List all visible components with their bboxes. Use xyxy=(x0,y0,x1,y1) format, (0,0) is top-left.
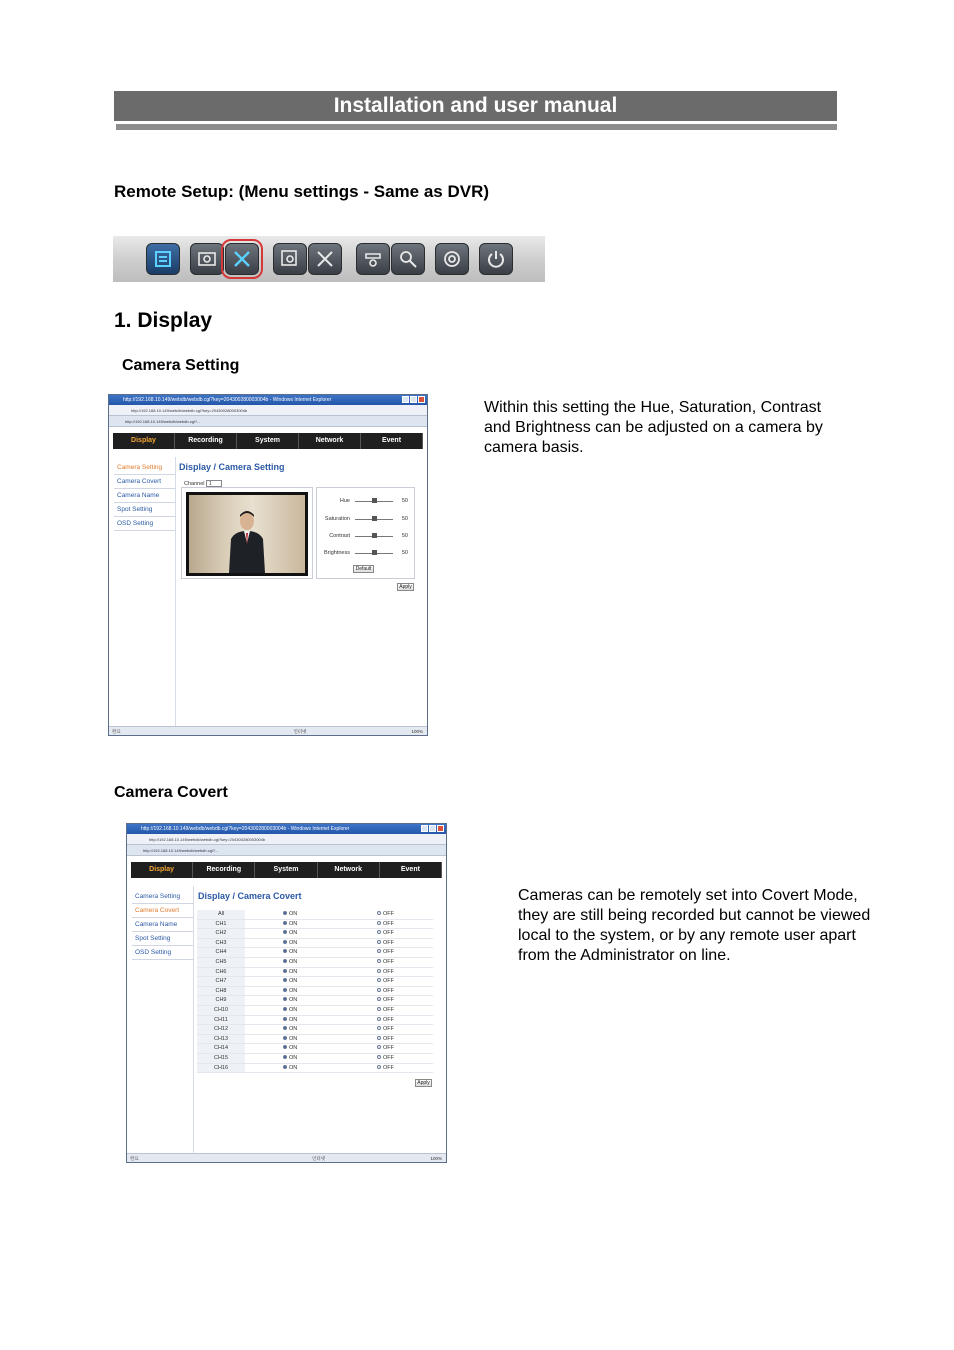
covert-row xyxy=(197,996,433,1006)
zoom-level[interactable]: 100% xyxy=(430,1156,442,1161)
off-radio[interactable] xyxy=(339,1025,433,1034)
covert-row xyxy=(197,1044,433,1054)
maximize-icon[interactable] xyxy=(429,825,436,832)
radio-off-icon xyxy=(377,1055,381,1059)
remote-setup-heading: Remote Setup: (Menu settings - Same as DVR) xyxy=(114,182,490,201)
slider-value: 50 xyxy=(401,550,408,556)
channel-label: All xyxy=(197,910,245,919)
channel-label: CH4 xyxy=(197,948,245,957)
on-label: ON xyxy=(289,930,298,937)
on-radio[interactable] xyxy=(245,968,339,977)
on-label: ON xyxy=(289,949,298,956)
nav-network[interactable]: Network xyxy=(318,862,380,878)
off-label: OFF xyxy=(383,949,394,956)
slider-row-saturation xyxy=(317,514,414,524)
radio-on-icon xyxy=(283,1065,287,1069)
video-scene xyxy=(189,495,305,573)
radio-off-icon xyxy=(377,969,381,973)
nav-event[interactable]: Event xyxy=(361,433,423,449)
radio-on-icon xyxy=(283,959,287,963)
status-zone: 인터넷 xyxy=(312,1156,326,1161)
radio-off-icon xyxy=(377,997,381,1001)
close-icon[interactable] xyxy=(437,825,444,832)
on-radio[interactable] xyxy=(245,1025,339,1034)
nav-display[interactable]: Display xyxy=(131,862,193,878)
radio-on-icon xyxy=(283,949,287,953)
slider-handle[interactable] xyxy=(372,516,377,521)
browser-tab[interactable]: http://192.168.10.149/webdb/webdb.cgi?... xyxy=(109,416,427,427)
covert-row xyxy=(197,920,433,930)
off-label: OFF xyxy=(383,1035,394,1042)
radio-on-icon xyxy=(283,1007,287,1011)
camera-setting-heading: Camera Setting xyxy=(122,357,240,374)
off-label: OFF xyxy=(383,997,394,1004)
window-buttons xyxy=(402,396,425,403)
on-label: ON xyxy=(289,958,298,965)
sidebar-item-camera-covert[interactable]: Camera Covert xyxy=(132,904,194,918)
on-label: ON xyxy=(289,911,298,917)
off-radio[interactable] xyxy=(339,929,433,938)
slider-label: Contrast xyxy=(329,533,350,539)
status-bar xyxy=(127,1153,446,1162)
radio-off-icon xyxy=(377,1045,381,1049)
channel-label: CH12 xyxy=(197,1025,245,1034)
nav-system[interactable]: System xyxy=(255,862,317,878)
status-done: 완료 xyxy=(130,1156,139,1161)
channel-label: CH5 xyxy=(197,958,245,967)
browser-title: http://192.168.10.149/webdb/webdb.cgi?key=204300280003004b - Windows Internet Explorer xyxy=(141,826,350,832)
off-radio[interactable] xyxy=(339,1044,433,1053)
channel-label: CH13 xyxy=(197,1035,245,1044)
main-nav xyxy=(131,862,442,878)
on-radio[interactable] xyxy=(245,987,339,996)
covert-row xyxy=(197,929,433,939)
sidebar-item-spot-setting[interactable]: Spot Setting xyxy=(132,932,194,946)
on-label: ON xyxy=(289,978,298,985)
covert-row xyxy=(197,977,433,987)
pane-title: Display / Camera Covert xyxy=(198,891,302,901)
off-radio[interactable] xyxy=(339,948,433,957)
off-label: OFF xyxy=(383,1045,394,1052)
radio-off-icon xyxy=(377,959,381,963)
apply-button[interactable]: Apply xyxy=(397,583,414,591)
radio-off-icon xyxy=(377,940,381,944)
camera-setting-description: Within this setting the Hue, Saturation, Contrast and Brightness can be adjusted on a camera by camera basis. xyxy=(484,399,823,456)
on-radio[interactable] xyxy=(245,939,339,948)
covert-row xyxy=(197,1054,433,1064)
off-radio[interactable] xyxy=(339,996,433,1005)
channel-label: CH8 xyxy=(197,987,245,996)
slider-value: 50 xyxy=(401,533,408,539)
sidebar-item-camera-name[interactable]: Camera Name xyxy=(114,489,176,503)
off-label: OFF xyxy=(383,1016,394,1023)
toolbar-button-setup-tools[interactable] xyxy=(225,243,259,275)
on-label: ON xyxy=(289,1045,298,1052)
radio-on-icon xyxy=(283,1055,287,1059)
channel-label: CH10 xyxy=(197,1006,245,1015)
on-radio[interactable] xyxy=(245,977,339,986)
toolbar-button-camera[interactable] xyxy=(190,243,224,275)
channel-label: CH15 xyxy=(197,1054,245,1063)
radio-on-icon xyxy=(283,1036,287,1040)
window-buttons xyxy=(421,825,444,832)
status-zone: 인터넷 xyxy=(293,729,307,734)
on-label: ON xyxy=(289,920,298,927)
radio-off-icon xyxy=(377,988,381,992)
on-label: ON xyxy=(289,987,298,994)
on-label: ON xyxy=(289,1035,298,1042)
covert-row xyxy=(197,910,433,920)
channel-label: CH16 xyxy=(197,1064,245,1073)
slider-row-hue xyxy=(317,496,414,506)
sidebar-item-osd-setting[interactable]: OSD Setting xyxy=(132,946,194,960)
radio-on-icon xyxy=(283,940,287,944)
sidebar-divider xyxy=(175,457,176,727)
off-label: OFF xyxy=(383,1054,394,1061)
address-bar[interactable]: http://192.168.10.149/webdb/webdb.cgi?key=204300280003004b xyxy=(127,834,446,845)
nav-display[interactable]: Display xyxy=(113,433,175,449)
main-nav xyxy=(113,433,423,449)
sidebar-divider xyxy=(193,886,194,1154)
covert-row xyxy=(197,939,433,949)
status-done: 완료 xyxy=(112,729,121,734)
nav-system[interactable]: System xyxy=(237,433,299,449)
off-radio[interactable] xyxy=(339,958,433,967)
radio-off-icon xyxy=(377,911,381,915)
on-label: ON xyxy=(289,1006,298,1013)
power-icon xyxy=(485,248,507,270)
covert-row xyxy=(197,968,433,978)
off-label: OFF xyxy=(383,1026,394,1033)
address-bar[interactable]: http://192.168.10.149/webdb/webdb.cgi?key=204300280003004b xyxy=(109,405,427,416)
slider-label: Brightness xyxy=(324,550,350,556)
toolbar-button-ptz[interactable] xyxy=(356,243,390,275)
off-label: OFF xyxy=(383,930,394,937)
covert-row xyxy=(197,987,433,997)
radio-on-icon xyxy=(283,1045,287,1049)
radio-on-icon xyxy=(283,1017,287,1021)
ptz-icon xyxy=(362,248,384,270)
radio-on-icon xyxy=(283,997,287,1001)
radio-on-icon xyxy=(283,988,287,992)
toolbar-button-power[interactable] xyxy=(479,243,513,275)
covert-table xyxy=(197,910,433,1073)
radio-off-icon xyxy=(377,1017,381,1021)
radio-on-icon xyxy=(283,930,287,934)
slider-value: 50 xyxy=(401,516,408,522)
off-radio[interactable] xyxy=(339,1006,433,1015)
pane-title: Display / Camera Setting xyxy=(179,462,285,472)
radio-off-icon xyxy=(377,1007,381,1011)
toolbar-button-search[interactable] xyxy=(273,243,307,275)
radio-on-icon xyxy=(283,969,287,973)
off-radio[interactable] xyxy=(339,920,433,929)
channel-label: Channel xyxy=(184,480,205,487)
covert-row xyxy=(197,1016,433,1026)
video-preview-box xyxy=(181,487,313,579)
sidebar-item-camera-setting[interactable]: Camera Setting xyxy=(114,461,176,475)
on-radio[interactable] xyxy=(245,1054,339,1063)
radio-off-icon xyxy=(377,921,381,925)
browser-titlebar xyxy=(109,395,427,405)
minimize-icon[interactable] xyxy=(421,825,428,832)
on-radio[interactable] xyxy=(245,958,339,967)
on-label: ON xyxy=(289,1064,298,1071)
covert-row xyxy=(197,958,433,968)
display-icon xyxy=(152,248,174,270)
nav-network[interactable]: Network xyxy=(299,433,361,449)
toolbar-button-display[interactable] xyxy=(146,243,180,275)
on-radio[interactable] xyxy=(245,1064,339,1073)
channel-label: CH6 xyxy=(197,968,245,977)
on-radio[interactable] xyxy=(245,1044,339,1053)
off-label: OFF xyxy=(383,968,394,975)
radio-on-icon xyxy=(283,921,287,925)
off-radio[interactable] xyxy=(339,977,433,986)
radio-off-icon xyxy=(377,949,381,953)
covert-row xyxy=(197,1025,433,1035)
channel-label: CH11 xyxy=(197,1016,245,1025)
document-header: Installation and user manual xyxy=(114,91,837,121)
off-label: OFF xyxy=(383,1006,394,1013)
off-radio[interactable] xyxy=(339,987,433,996)
on-label: ON xyxy=(289,968,298,975)
radio-off-icon xyxy=(377,1026,381,1030)
on-radio[interactable] xyxy=(245,1006,339,1015)
on-radio[interactable] xyxy=(245,910,339,919)
covert-row xyxy=(197,1064,433,1074)
camera-covert-heading: Camera Covert xyxy=(114,784,228,801)
channel-label: CH7 xyxy=(197,977,245,986)
on-radio[interactable] xyxy=(245,929,339,938)
slider-handle[interactable] xyxy=(372,498,377,503)
channel-label: CH9 xyxy=(197,996,245,1005)
covert-row xyxy=(197,1035,433,1045)
browser-titlebar xyxy=(127,824,446,834)
off-radio[interactable] xyxy=(339,968,433,977)
dvr-menu-toolbar xyxy=(113,236,545,282)
toolbar-button-settings-gear[interactable] xyxy=(435,243,469,275)
channel-label: CH14 xyxy=(197,1044,245,1053)
apply-button[interactable]: Apply xyxy=(415,1079,432,1087)
slider-handle[interactable] xyxy=(372,550,377,555)
tools-icon xyxy=(314,248,336,270)
slider-label: Hue xyxy=(339,498,350,504)
zoom-icon xyxy=(397,248,419,270)
on-radio[interactable] xyxy=(245,948,339,957)
off-label: OFF xyxy=(383,939,394,946)
toolbar-button-tools[interactable] xyxy=(308,243,342,275)
radio-off-icon xyxy=(377,978,381,982)
status-bar xyxy=(109,726,427,735)
maximize-icon[interactable] xyxy=(410,396,417,403)
sidebar-item-spot-setting[interactable]: Spot Setting xyxy=(114,503,176,517)
nav-recording[interactable]: Recording xyxy=(175,433,237,449)
default-button[interactable]: Default xyxy=(353,565,374,573)
slider-value: 50 xyxy=(401,498,408,504)
channel-label: CH2 xyxy=(197,929,245,938)
on-label: ON xyxy=(289,1026,298,1033)
close-icon[interactable] xyxy=(418,396,425,403)
slider-handle[interactable] xyxy=(372,533,377,538)
channel-label: CH3 xyxy=(197,939,245,948)
covert-row xyxy=(197,1006,433,1016)
sidebar-item-camera-name[interactable]: Camera Name xyxy=(132,918,194,932)
on-label: ON xyxy=(289,997,298,1004)
browser-title: http://192.168.10.149/webdb/webdb.cgi?key=204300280003004b - Windows Internet Explorer xyxy=(123,397,332,403)
camera-covert-description: Cameras can be remotely set into Covert Mode, they are still being recorded but cannot be viewed local to the system, or by any remote user apart from the Administrator on line. xyxy=(518,887,871,964)
radio-off-icon xyxy=(377,1065,381,1069)
toolbar-button-zoom[interactable] xyxy=(391,243,425,275)
off-radio[interactable] xyxy=(339,910,433,919)
on-label: ON xyxy=(289,1016,298,1023)
on-radio[interactable] xyxy=(245,1035,339,1044)
off-label: OFF xyxy=(383,1064,394,1071)
video-preview xyxy=(186,492,308,576)
sidebar-item-osd-setting[interactable]: OSD Setting xyxy=(114,517,176,531)
slider-row-contrast xyxy=(317,531,414,541)
on-radio[interactable] xyxy=(245,1016,339,1025)
nav-recording[interactable]: Recording xyxy=(193,862,255,878)
off-label: OFF xyxy=(383,920,394,927)
browser-tab[interactable]: http://192.168.10.149/webdb/webdb.cgi?... xyxy=(127,845,446,856)
off-radio[interactable] xyxy=(339,939,433,948)
radio-on-icon xyxy=(283,911,287,915)
camera-setting-screenshot xyxy=(108,394,428,736)
channel-label: CH1 xyxy=(197,920,245,929)
off-radio[interactable] xyxy=(339,1035,433,1044)
radio-on-icon xyxy=(283,978,287,982)
sidebar-item-camera-covert[interactable]: Camera Covert xyxy=(114,475,176,489)
off-radio[interactable] xyxy=(339,1016,433,1025)
sidebar-item-camera-setting[interactable]: Camera Setting xyxy=(132,890,194,904)
on-label: ON xyxy=(289,1054,298,1061)
search-icon xyxy=(279,248,301,270)
camera-icon xyxy=(196,248,218,270)
covert-row xyxy=(197,948,433,958)
on-radio[interactable] xyxy=(245,920,339,929)
slider-label: Saturation xyxy=(324,516,350,522)
sidebar xyxy=(132,890,194,960)
radio-on-icon xyxy=(283,1026,287,1030)
off-radio[interactable] xyxy=(339,1064,433,1073)
off-label: OFF xyxy=(383,987,394,994)
display-heading: 1. Display xyxy=(114,309,213,332)
on-label: ON xyxy=(289,939,298,946)
off-label: OFF xyxy=(383,978,394,985)
off-label: OFF xyxy=(383,911,394,917)
on-radio[interactable] xyxy=(245,996,339,1005)
sidebar xyxy=(114,461,176,531)
channel-select[interactable]: 1 xyxy=(206,480,222,487)
radio-off-icon xyxy=(377,930,381,934)
presenter-image xyxy=(227,509,267,573)
radio-off-icon xyxy=(377,1036,381,1040)
channel-select-row xyxy=(184,480,222,487)
minimize-icon[interactable] xyxy=(402,396,409,403)
off-radio[interactable] xyxy=(339,1054,433,1063)
slider-row-brightness xyxy=(317,548,414,558)
camera-covert-screenshot xyxy=(126,823,447,1163)
setup-tools-icon xyxy=(231,248,253,270)
zoom-level[interactable]: 100% xyxy=(411,729,423,734)
header-rule xyxy=(116,124,837,130)
off-label: OFF xyxy=(383,958,394,965)
settings-gear-icon xyxy=(441,248,463,270)
nav-event[interactable]: Event xyxy=(380,862,442,878)
